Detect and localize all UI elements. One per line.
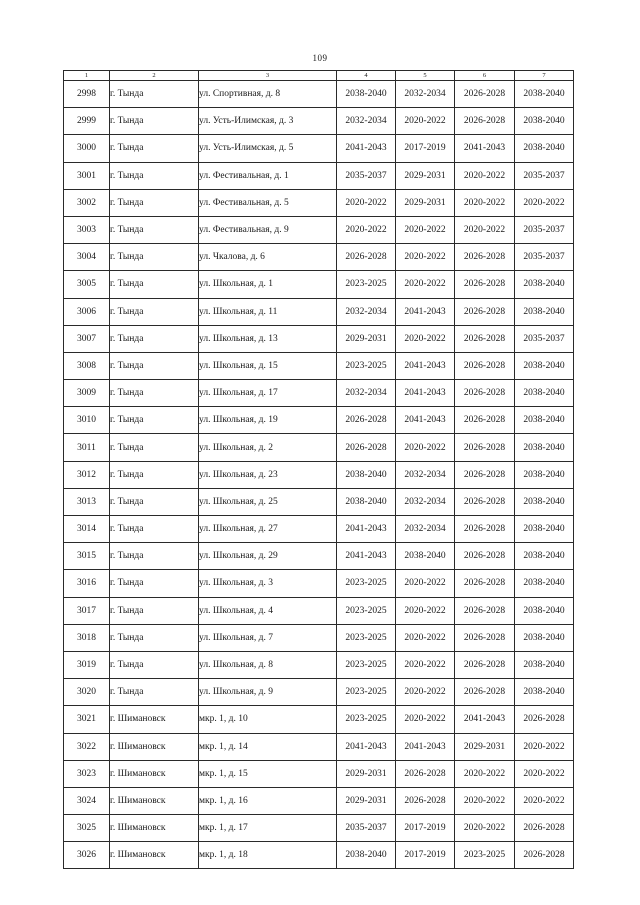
city-cell: г. Шимановск (110, 760, 199, 787)
period-cell: 2029-2031 (455, 733, 515, 760)
period-cell: 2020-2022 (396, 325, 455, 352)
row-number-cell: 3016 (64, 570, 110, 597)
period-cell: 2026-2028 (455, 380, 515, 407)
period-cell: 2029-2031 (337, 760, 396, 787)
period-cell: 2026-2028 (455, 407, 515, 434)
address-cell: ул. Школьная, д. 13 (199, 325, 337, 352)
column-header: 1 (64, 71, 110, 81)
city-cell: г. Тында (110, 271, 199, 298)
row-number-cell: 3024 (64, 787, 110, 814)
period-cell: 2041-2043 (396, 298, 455, 325)
period-cell: 2020-2022 (396, 244, 455, 271)
table-row (64, 516, 574, 543)
address-cell: ул. Усть-Илимская, д. 5 (199, 135, 337, 162)
table-row (64, 651, 574, 678)
period-cell: 2035-2037 (515, 162, 574, 189)
period-cell: 2020-2022 (337, 216, 396, 243)
period-cell: 2038-2040 (515, 352, 574, 379)
table-row (64, 352, 574, 379)
period-cell: 2038-2040 (515, 679, 574, 706)
row-number-cell: 3022 (64, 733, 110, 760)
address-cell: мкр. 1, д. 16 (199, 787, 337, 814)
city-cell: г. Тында (110, 135, 199, 162)
period-cell: 2026-2028 (455, 543, 515, 570)
period-cell: 2020-2022 (396, 570, 455, 597)
period-cell: 2035-2037 (337, 162, 396, 189)
period-cell: 2026-2028 (455, 325, 515, 352)
period-cell: 2023-2025 (337, 651, 396, 678)
period-cell: 2041-2043 (455, 706, 515, 733)
table-row (64, 380, 574, 407)
period-cell: 2026-2028 (455, 461, 515, 488)
period-cell: 2035-2037 (515, 325, 574, 352)
column-header: 4 (337, 71, 396, 81)
period-cell: 2032-2034 (396, 516, 455, 543)
address-cell: ул. Школьная, д. 1 (199, 271, 337, 298)
period-cell: 2026-2028 (515, 815, 574, 842)
city-cell: г. Тында (110, 352, 199, 379)
period-cell: 2026-2028 (515, 706, 574, 733)
table-row (64, 706, 574, 733)
column-header: 7 (515, 71, 574, 81)
period-cell: 2038-2040 (337, 842, 396, 869)
period-cell: 2026-2028 (455, 434, 515, 461)
period-cell: 2038-2040 (515, 488, 574, 515)
table-row (64, 189, 574, 216)
period-cell: 2041-2043 (396, 352, 455, 379)
address-cell: мкр. 1, д. 10 (199, 706, 337, 733)
period-cell: 2038-2040 (515, 108, 574, 135)
period-cell: 2041-2043 (337, 135, 396, 162)
row-number-cell: 3007 (64, 325, 110, 352)
period-cell: 2020-2022 (455, 162, 515, 189)
period-cell: 2026-2028 (455, 651, 515, 678)
address-cell: ул. Фестивальная, д. 9 (199, 216, 337, 243)
table-row (64, 760, 574, 787)
table-row (64, 298, 574, 325)
row-number-cell: 3002 (64, 189, 110, 216)
row-number-cell: 3013 (64, 488, 110, 515)
period-cell: 2038-2040 (515, 271, 574, 298)
period-cell: 2038-2040 (515, 407, 574, 434)
address-cell: ул. Школьная, д. 17 (199, 380, 337, 407)
address-cell: ул. Школьная, д. 8 (199, 651, 337, 678)
period-cell: 2038-2040 (337, 81, 396, 108)
table-row (64, 434, 574, 461)
table-row (64, 271, 574, 298)
period-cell: 2020-2022 (455, 815, 515, 842)
period-cell: 2041-2043 (455, 135, 515, 162)
register-table (63, 70, 574, 869)
address-cell: ул. Школьная, д. 27 (199, 516, 337, 543)
period-cell: 2020-2022 (515, 760, 574, 787)
city-cell: г. Шимановск (110, 842, 199, 869)
row-number-cell: 3009 (64, 380, 110, 407)
period-cell: 2020-2022 (515, 787, 574, 814)
city-cell: г. Тында (110, 380, 199, 407)
period-cell: 2041-2043 (337, 516, 396, 543)
city-cell: г. Тында (110, 543, 199, 570)
city-cell: г. Тында (110, 216, 199, 243)
period-cell: 2026-2028 (337, 244, 396, 271)
period-cell: 2026-2028 (396, 787, 455, 814)
period-cell: 2020-2022 (396, 271, 455, 298)
address-cell: ул. Фестивальная, д. 1 (199, 162, 337, 189)
period-cell: 2029-2031 (396, 189, 455, 216)
table-row (64, 488, 574, 515)
period-cell: 2023-2025 (337, 679, 396, 706)
row-number-cell: 3008 (64, 352, 110, 379)
address-cell: ул. Спортивная, д. 8 (199, 81, 337, 108)
row-number-cell: 3011 (64, 434, 110, 461)
period-cell: 2029-2031 (396, 162, 455, 189)
row-number-cell: 3020 (64, 679, 110, 706)
city-cell: г. Тында (110, 162, 199, 189)
period-cell: 2038-2040 (515, 461, 574, 488)
period-cell: 2038-2040 (515, 624, 574, 651)
row-number-cell: 3025 (64, 815, 110, 842)
period-cell: 2041-2043 (396, 380, 455, 407)
period-cell: 2026-2028 (455, 298, 515, 325)
period-cell: 2032-2034 (396, 488, 455, 515)
city-cell: г. Тында (110, 570, 199, 597)
period-cell: 2026-2028 (455, 108, 515, 135)
address-cell: мкр. 1, д. 17 (199, 815, 337, 842)
address-cell: ул. Фестивальная, д. 5 (199, 189, 337, 216)
table-row (64, 570, 574, 597)
period-cell: 2020-2022 (455, 787, 515, 814)
city-cell: г. Тында (110, 461, 199, 488)
row-number-cell: 3005 (64, 271, 110, 298)
address-cell: ул. Школьная, д. 9 (199, 679, 337, 706)
address-cell: ул. Школьная, д. 4 (199, 597, 337, 624)
period-cell: 2023-2025 (337, 624, 396, 651)
address-cell: ул. Школьная, д. 25 (199, 488, 337, 515)
table-body (64, 81, 574, 869)
city-cell: г. Тында (110, 434, 199, 461)
period-cell: 2023-2025 (337, 352, 396, 379)
table-row (64, 597, 574, 624)
period-cell: 2020-2022 (455, 189, 515, 216)
period-cell: 2038-2040 (515, 298, 574, 325)
row-number-cell: 3003 (64, 216, 110, 243)
city-cell: г. Тында (110, 407, 199, 434)
period-cell: 2020-2022 (337, 189, 396, 216)
page-number: 109 (312, 53, 328, 63)
period-cell: 2032-2034 (337, 298, 396, 325)
period-cell: 2020-2022 (515, 189, 574, 216)
address-cell: ул. Чкалова, д. 6 (199, 244, 337, 271)
period-cell: 2020-2022 (396, 651, 455, 678)
period-cell: 2038-2040 (515, 570, 574, 597)
address-cell: ул. Усть-Илимская, д. 3 (199, 108, 337, 135)
city-cell: г. Тында (110, 81, 199, 108)
address-cell: ул. Школьная, д. 11 (199, 298, 337, 325)
period-cell: 2026-2028 (455, 597, 515, 624)
city-cell: г. Тында (110, 298, 199, 325)
period-cell: 2020-2022 (396, 434, 455, 461)
city-cell: г. Тында (110, 651, 199, 678)
period-cell: 2026-2028 (515, 842, 574, 869)
period-cell: 2041-2043 (337, 543, 396, 570)
table-row (64, 216, 574, 243)
period-cell: 2041-2043 (396, 733, 455, 760)
column-header: 5 (396, 71, 455, 81)
period-cell: 2041-2043 (337, 733, 396, 760)
row-number-cell: 3019 (64, 651, 110, 678)
city-cell: г. Тында (110, 679, 199, 706)
city-cell: г. Тында (110, 325, 199, 352)
address-cell: ул. Школьная, д. 23 (199, 461, 337, 488)
address-cell: ул. Школьная, д. 29 (199, 543, 337, 570)
period-cell: 2038-2040 (515, 543, 574, 570)
period-cell: 2035-2037 (337, 815, 396, 842)
period-cell: 2029-2031 (337, 787, 396, 814)
table-row (64, 679, 574, 706)
city-cell: г. Шимановск (110, 733, 199, 760)
period-cell: 2017-2019 (396, 842, 455, 869)
table-row (64, 135, 574, 162)
period-cell: 2026-2028 (396, 760, 455, 787)
period-cell: 2029-2031 (337, 325, 396, 352)
city-cell: г. Шимановск (110, 815, 199, 842)
city-cell: г. Тында (110, 488, 199, 515)
row-number-cell: 3015 (64, 543, 110, 570)
city-cell: г. Шимановск (110, 706, 199, 733)
period-cell: 2032-2034 (396, 81, 455, 108)
period-cell: 2023-2025 (337, 597, 396, 624)
column-header: 2 (110, 71, 199, 81)
period-cell: 2026-2028 (455, 488, 515, 515)
period-cell: 2038-2040 (515, 597, 574, 624)
period-cell: 2026-2028 (455, 352, 515, 379)
address-cell: мкр. 1, д. 15 (199, 760, 337, 787)
column-number-row (64, 71, 574, 81)
period-cell: 2020-2022 (396, 597, 455, 624)
period-cell: 2038-2040 (515, 135, 574, 162)
period-cell: 2020-2022 (396, 108, 455, 135)
period-cell: 2020-2022 (396, 706, 455, 733)
table-row (64, 244, 574, 271)
row-number-cell: 3012 (64, 461, 110, 488)
column-header: 6 (455, 71, 515, 81)
row-number-cell: 2999 (64, 108, 110, 135)
row-number-cell: 3026 (64, 842, 110, 869)
period-cell: 2032-2034 (396, 461, 455, 488)
period-cell: 2032-2034 (337, 108, 396, 135)
city-cell: г. Тында (110, 624, 199, 651)
period-cell: 2026-2028 (455, 81, 515, 108)
period-cell: 2038-2040 (515, 380, 574, 407)
row-number-cell: 3000 (64, 135, 110, 162)
period-cell: 2026-2028 (337, 407, 396, 434)
table-row (64, 815, 574, 842)
city-cell: г. Тында (110, 597, 199, 624)
address-cell: ул. Школьная, д. 15 (199, 352, 337, 379)
period-cell: 2026-2028 (455, 244, 515, 271)
period-cell: 2023-2025 (337, 706, 396, 733)
city-cell: г. Тында (110, 516, 199, 543)
period-cell: 2026-2028 (455, 570, 515, 597)
period-cell: 2020-2022 (396, 624, 455, 651)
row-number-cell: 3018 (64, 624, 110, 651)
period-cell: 2020-2022 (515, 733, 574, 760)
period-cell: 2017-2019 (396, 135, 455, 162)
address-cell: ул. Школьная, д. 7 (199, 624, 337, 651)
table-row (64, 733, 574, 760)
table-row (64, 624, 574, 651)
period-cell: 2038-2040 (515, 516, 574, 543)
period-cell: 2023-2025 (337, 271, 396, 298)
table-row (64, 325, 574, 352)
period-cell: 2041-2043 (396, 407, 455, 434)
period-cell: 2020-2022 (396, 216, 455, 243)
address-cell: ул. Школьная, д. 19 (199, 407, 337, 434)
table-row (64, 543, 574, 570)
period-cell: 2026-2028 (455, 516, 515, 543)
table-row (64, 81, 574, 108)
city-cell: г. Тында (110, 244, 199, 271)
address-cell: мкр. 1, д. 14 (199, 733, 337, 760)
period-cell: 2038-2040 (337, 461, 396, 488)
period-cell: 2035-2037 (515, 244, 574, 271)
city-cell: г. Шимановск (110, 787, 199, 814)
period-cell: 2017-2019 (396, 815, 455, 842)
table-row (64, 842, 574, 869)
period-cell: 2023-2025 (455, 842, 515, 869)
row-number-cell: 3004 (64, 244, 110, 271)
address-cell: ул. Школьная, д. 2 (199, 434, 337, 461)
period-cell: 2020-2022 (396, 679, 455, 706)
period-cell: 2026-2028 (455, 624, 515, 651)
row-number-cell: 3021 (64, 706, 110, 733)
period-cell: 2038-2040 (337, 488, 396, 515)
period-cell: 2032-2034 (337, 380, 396, 407)
period-cell: 2026-2028 (455, 271, 515, 298)
row-number-cell: 3017 (64, 597, 110, 624)
period-cell: 2038-2040 (515, 434, 574, 461)
table-row (64, 787, 574, 814)
period-cell: 2035-2037 (515, 216, 574, 243)
period-cell: 2026-2028 (337, 434, 396, 461)
period-cell: 2020-2022 (455, 216, 515, 243)
row-number-cell: 2998 (64, 81, 110, 108)
city-cell: г. Тында (110, 189, 199, 216)
period-cell: 2038-2040 (515, 651, 574, 678)
address-cell: ул. Школьная, д. 3 (199, 570, 337, 597)
table-row (64, 108, 574, 135)
period-cell: 2038-2040 (396, 543, 455, 570)
city-cell: г. Тында (110, 108, 199, 135)
period-cell: 2026-2028 (455, 679, 515, 706)
row-number-cell: 3010 (64, 407, 110, 434)
table-row (64, 407, 574, 434)
row-number-cell: 3001 (64, 162, 110, 189)
table-row (64, 162, 574, 189)
column-header: 3 (199, 71, 337, 81)
period-cell: 2020-2022 (455, 760, 515, 787)
period-cell: 2023-2025 (337, 570, 396, 597)
row-number-cell: 3006 (64, 298, 110, 325)
period-cell: 2038-2040 (515, 81, 574, 108)
row-number-cell: 3023 (64, 760, 110, 787)
address-cell: мкр. 1, д. 18 (199, 842, 337, 869)
table-row (64, 461, 574, 488)
row-number-cell: 3014 (64, 516, 110, 543)
